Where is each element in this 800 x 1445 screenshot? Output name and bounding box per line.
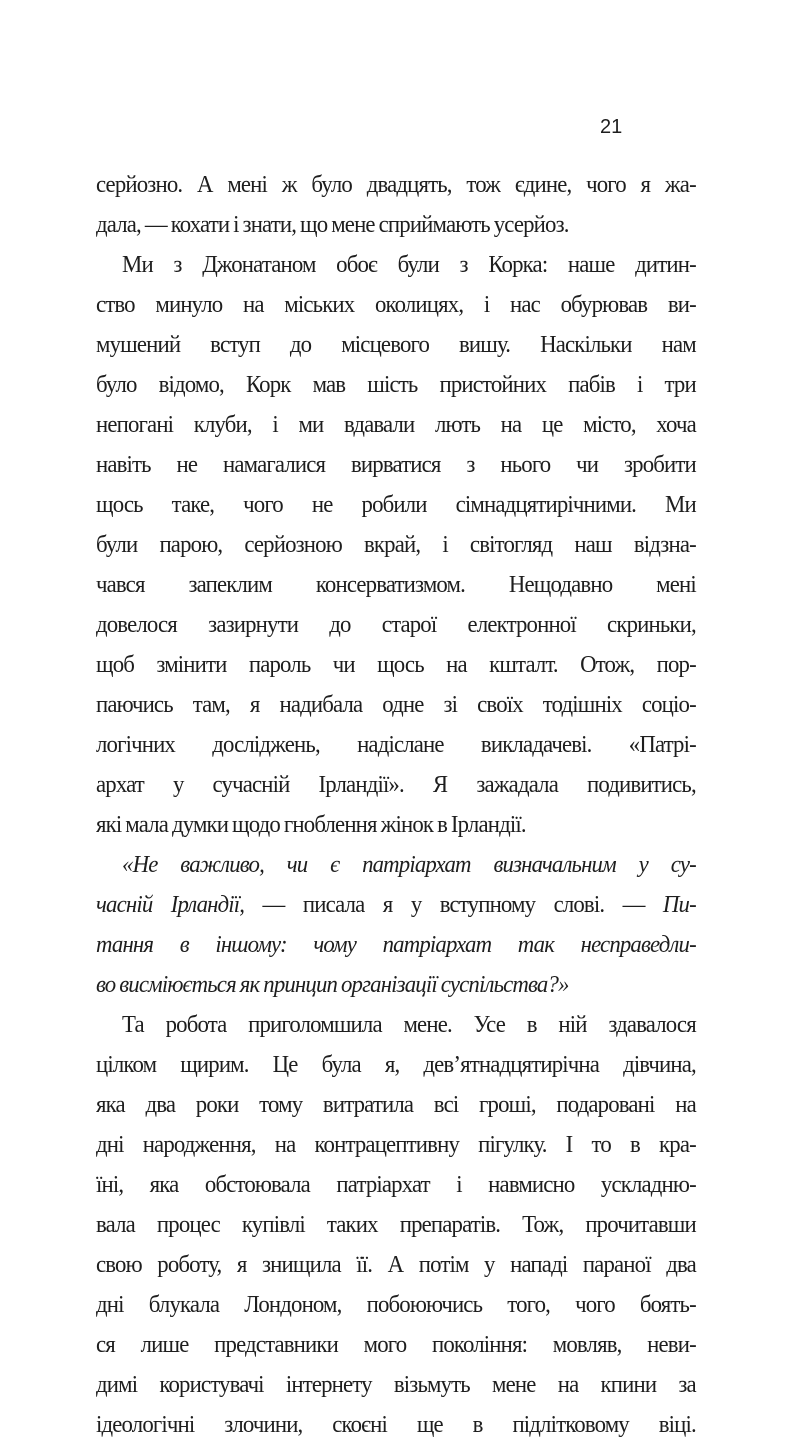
body-text: [96, 165, 696, 1445]
text-line: [96, 1045, 696, 1085]
text-line: [96, 1245, 696, 1285]
text-segment: серйозно. А мені ж було двадцять, тож єдине, чого я жа-: [96, 171, 696, 198]
italic-text: часній Ірландії,: [96, 891, 245, 918]
text-line: [96, 525, 696, 565]
text-segment: чався запеклим консерватизмом. Нещодавно мені: [96, 571, 696, 598]
text-segment: були парою, серйозною вкрай, і світогляд наш відзна-: [96, 531, 696, 558]
text-line: [96, 365, 696, 405]
text-segment: свою роботу, я знищила її. А потім у нападі параної два: [96, 1251, 696, 1278]
italic-text: Пи-: [662, 891, 696, 918]
text-segment: ідеологічні злочини, скоєні ще в підлітковому віці.: [96, 1411, 696, 1438]
text-segment: ство минуло на міських околицях, і нас обурював ви-: [96, 291, 696, 318]
text-segment: дні блукала Лондоном, побоюючись того, чого боять-: [96, 1291, 696, 1318]
text-line: [96, 165, 696, 205]
text-segment: Та робота приголомшила мене. Усе в ній здавалося: [122, 1011, 696, 1038]
text-line: [96, 405, 696, 445]
text-line: [96, 685, 696, 725]
text-segment: димі користувачі інтернету візьмуть мене на кпини за: [96, 1371, 696, 1398]
text-segment: вала процес купівлі таких препаратів. Тож, прочитавши: [96, 1211, 696, 1238]
text-line: [96, 925, 696, 965]
text-line: [96, 1165, 696, 1205]
text-line: [96, 605, 696, 645]
text-segment: дала, — кохати і знати, що мене сприймають усерйоз.: [96, 211, 569, 238]
text-segment: дні народження, на контрацептивну пігулку. І то в кра-: [96, 1131, 696, 1158]
text-segment: їні, яка обстоювала патріархат і навмисно ускладню-: [96, 1171, 696, 1198]
text-line: [96, 485, 696, 525]
italic-text: во висміюється як принцип організації суспільства?»: [96, 971, 569, 998]
paragraph-first-line: [96, 845, 696, 885]
text-segment: навіть не намагалися вирватися з нього чи зробити: [96, 451, 696, 478]
text-line: [96, 285, 696, 325]
text-line: [96, 645, 696, 685]
text-line: [96, 1365, 696, 1405]
text-segment: Ми з Джонатаном обоє були з Корка: наше дитин-: [122, 251, 696, 278]
text-segment: паючись там, я надибала одне зі своїх тодішніх соціо-: [96, 691, 696, 718]
text-segment: було відомо, Корк мав шість пристойних пабів і три: [96, 371, 696, 398]
text-line: [96, 1125, 696, 1165]
text-segment: цілком щирим. Це була я, дев’ятнадцятирічна дівчина,: [96, 1051, 696, 1078]
text-line: [96, 965, 696, 1005]
text-segment: непогані клуби, і ми вдавали лють на це місто, хоча: [96, 411, 696, 438]
text-line: [96, 1285, 696, 1325]
text-segment: мушений вступ до місцевого вишу. Наскільки нам: [96, 331, 696, 358]
text-line: [96, 565, 696, 605]
text-line: [96, 1205, 696, 1245]
italic-text: «Не важливо, чи є патріархат визначальним у су-: [122, 851, 696, 878]
text-segment: щось таке, чого не робили сімнадцятирічними. Ми: [96, 491, 696, 518]
text-segment: ся лише представники мого покоління: мовляв, неви-: [96, 1331, 696, 1358]
paragraph-first-line: [96, 1005, 696, 1045]
text-segment: які мала думки щодо гноблення жінок в Ірландії.: [96, 811, 526, 838]
text-line: [96, 765, 696, 805]
text-line: [96, 1085, 696, 1125]
text-line: [96, 805, 696, 845]
text-line: [96, 445, 696, 485]
page-number: 21: [600, 116, 623, 138]
text-line: [96, 325, 696, 365]
text-segment: — писала я у вступному слові. —: [244, 891, 663, 918]
text-segment: яка два роки тому витратила всі гроші, подаровані на: [96, 1091, 696, 1118]
text-line: [96, 1325, 696, 1365]
italic-text: тання в іншому: чому патріархат так несправедли-: [96, 931, 696, 958]
text-line: [96, 1405, 696, 1445]
text-segment: довелося зазирнути до старої електронної скриньки,: [96, 611, 696, 638]
text-line: [96, 885, 696, 925]
paragraph-first-line: [96, 245, 696, 285]
text-line: [96, 205, 696, 245]
text-segment: архат у сучасній Ірландії». Я зажадала подивитись,: [96, 771, 696, 798]
text-segment: щоб змінити пароль чи щось на кшталт. Отож, пор-: [96, 651, 696, 678]
text-segment: логічних досліджень, надіслане викладачеві. «Патрі-: [96, 731, 696, 758]
text-line: [96, 725, 696, 765]
